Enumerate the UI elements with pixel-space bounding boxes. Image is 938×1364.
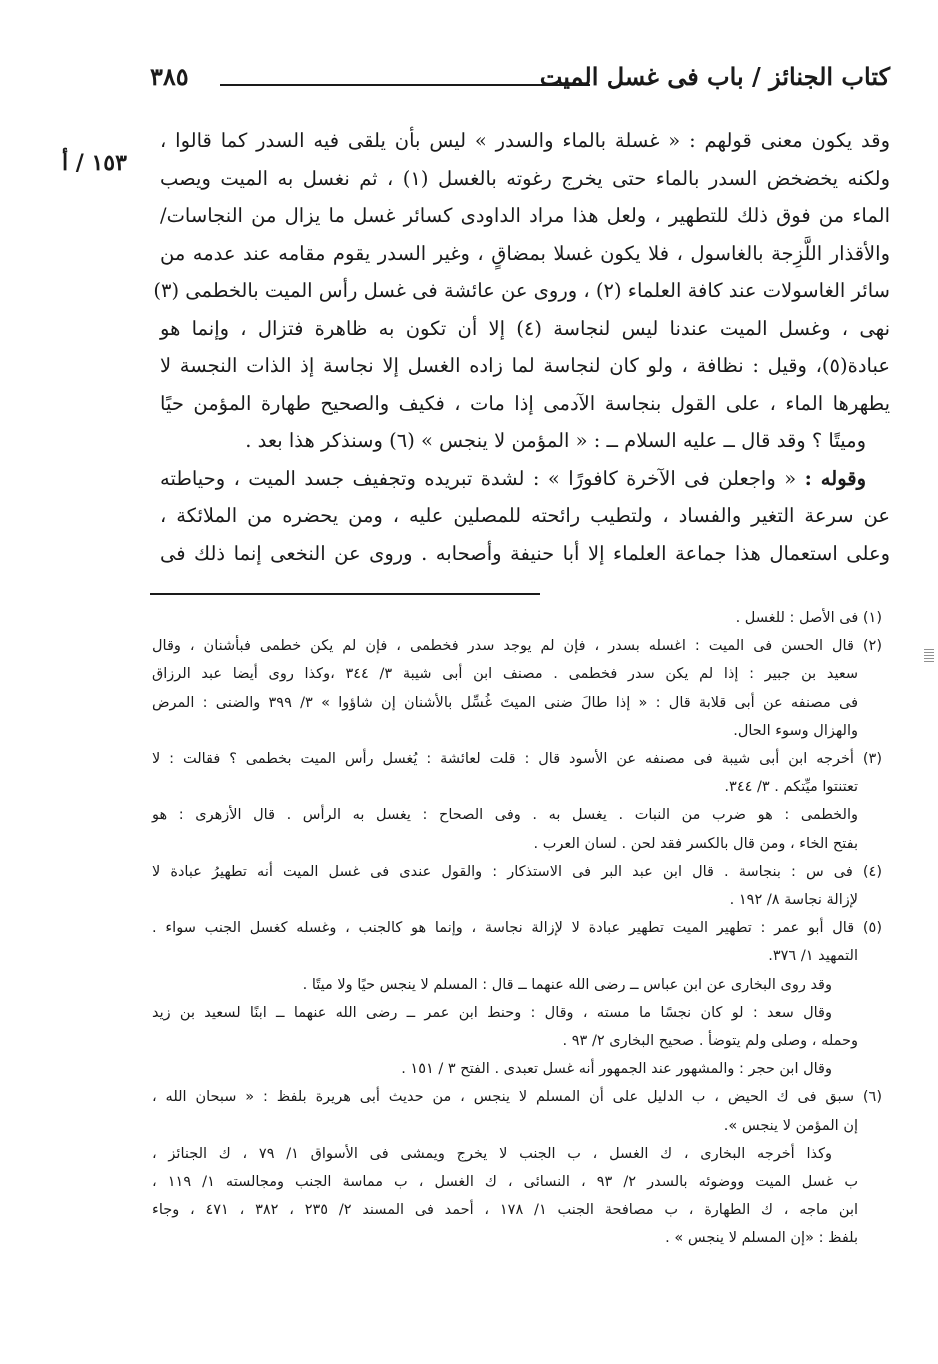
header-rule (220, 84, 590, 86)
chapter-title: كتاب الجنائز / باب فى غسل الميت (539, 62, 890, 91)
text-line: وقد يكون معنى قولهم : « غسلة بالماء والسدر » ليس بأن يلقى فيه السدر كما قالوا ، (160, 129, 890, 152)
text-line: وميتًا ؟ وقد قال ــ عليه السلام ــ : « المؤمن لا ينجس » (٦) وسنذكر هذا بعد . (245, 429, 866, 452)
footnote-line: والخطمى : هو ضرب من النبات . يغسل به . وفى الصحاح : يغسل به الرأس . قال الأزهرى : هو (152, 807, 858, 824)
footnote-line: بفتح الخاء ، ومن قال بالكسر فقد لحن . لسان العرب . (533, 835, 858, 852)
footnote-line: لإزالة نجاسة ٨/ ١٩٢ . (729, 892, 858, 909)
footnote-line: بلفظ : «إن المسلم لا ينجس » . (665, 1230, 858, 1247)
scan-mark (924, 648, 934, 662)
footnote-line: وقد روى البخارى عن ابن عباس ــ رضى الله عنهما ــ قال : المسلم لا ينجس حيًا ولا ميتًا . (302, 976, 832, 993)
paragraph-2 (160, 460, 890, 573)
footnote-line: (٤) فى س : بنجاسة . قال ابن عبد البر فى الاستذكار : والقول عندى فى غسل الميت أنه تطهيرُ عبادة لا (152, 863, 882, 880)
paragraph-1 (153, 122, 890, 460)
text-line: وعلى استعمال هذا جماعة العلماء إلا أبا حنيفة وأصحابه . وروى عن النخعى إنما ذلك فى (160, 541, 890, 565)
footnote-separator (150, 593, 540, 595)
text-line: ولكنه يخضخض السدر بالماء حتى يخرج رغوته بالغسل (١) ، ثم نغسل به الميت ويصب (160, 166, 890, 190)
text-line: نهى ، وغسل الميت عندنا ليس لنجاسة (٤) إلا أن تكون به ظاهرة فتزال ، وإنما هو (160, 316, 890, 340)
text-line: سائر الغاسولات عند كافة العلماء (٢) ، وروى عن عائشة فى غسل رأس الميت بالخطمى (٣) (153, 279, 890, 302)
footnote-line: وحمله ، وصلى ولم يتوضأ . صحيح البخارى ٢/ ٩٣ . (562, 1033, 858, 1050)
text-line (160, 460, 890, 498)
main-text (153, 122, 890, 572)
footnote-line: فى مصنفه عن أبى قلابة قال : « إذا طالَ ضنى الميتَ غُسِّل بالأشنان إن شاؤوا » ٣/ ٣٩٩ والضنى : المرض (152, 694, 858, 711)
footnote-line: (١) فى الأصل : للغسل . (735, 610, 882, 626)
text-line: عن سرعة التغير والفساد ، ولتطيب رائحته للمصلين عليه ، ومن يحضره من الملائكة ، (160, 504, 890, 527)
manuscript-folio-note: ١٥٣ / أ (62, 150, 127, 176)
text-line: عبادة(٥)، وقيل : نظافة ، ولو كان لنجاسة لما زاده الغسل إلا نجاسة إذ الذات النجسة لا (160, 354, 890, 377)
footnote-line: سعيد بن جبير : إذا لم يكن سدر فخطمى . مصنف ابن أبى شيبة ٣/ ٣٤٤ ،وكذا روى أيضا عبد الرزاق (152, 666, 858, 683)
footnote-line: التمهيد ١/ ٣٧٦. (768, 948, 858, 965)
footnote-line: إن المؤمن لا ينجس ». (723, 1117, 858, 1134)
footnote-line: وقال ابن حجر : والمشهور عند الجمهور أنه غسل تعبدى . الفتح ٣ / ١٥١ . (401, 1061, 832, 1078)
footnote-line: وقال سعد : لو كان نجسًا ما مسته ، وقال : وحنط ابن عمر ــ رضى الله عنهما ــ ابنًا لسعيد بن زيد (152, 1004, 832, 1021)
footnote-line: وكذا أخرجه البخارى ، ك الغسل ، ب الجنب لا يخرج ويمشى فى الأسواق ١/ ٧٩ ، ك الجنائز ، (152, 1145, 832, 1162)
running-header (150, 62, 890, 102)
text-line: الماء من فوق ذلك للتطهير ، ولعل هذا مراد الداودى كسائر غسل ما يزال من النجاسات/ (160, 204, 890, 227)
footnote-line: والهزال وسوء الحال. (733, 722, 858, 739)
text-line: والأقذار اللَّزِجة بالغاسول ، فلا يكون غسلا بمضاقٍ ، وغير السدر يقوم مقامه عند عدمه من (160, 241, 890, 265)
lemma-label: وقوله : (804, 466, 867, 490)
footnote-line: (٦) سبق فى ك الحيض ، ب الدليل على أن المسلم لا ينجس ، من حديث أبى هريرة بلفظ : « سبحان الله ، (152, 1089, 882, 1106)
text-line: يطهرها الماء ، على القول بنجاسة الآدمى إذا مات ، فكيف والصحيح طهارة المؤمن حيًا (160, 391, 890, 415)
page-number: ٣٨٥ (150, 62, 189, 91)
footnote-line: ابن ماجه ، ك الطهارة ، ب مصافحة الجنب ١/ ١٧٨ ، أحمد فى المسند ٢/ ٢٣٥ ، ٣٨٢ ، ٤٧١ ، وجاء (152, 1202, 859, 1219)
footnote-line: ب غسل الميت ووضوئه بالسدر ٢/ ٩٣ ، النسائى ، ك الغسل ، ب مماسة الجنب ومجالسته ١/ ١١٩ ، (152, 1174, 859, 1191)
footnote-line: (٣) أخرجه ابن أبى شيبة فى مصنفه عن الأسود قال : قلت لعائشة : يُغسل رأس الميت بخطمى ؟ فقالت : لا (152, 751, 882, 768)
footnote-line: تعتنتوا ميِّتكم . ٣/ ٣٤٤. (724, 779, 858, 796)
footnote-line: (٢) قال الحسن فى الميت : اغسله بسدر ، فإن لم يوجد سدر فخطمى ، فإن لم يكن خطمى فبأشنان ، وقال (152, 638, 882, 655)
footnotes (152, 604, 882, 1253)
lemma-text: « واجعلن فى الآخرة كافورًا » : لشدة تبريده وتجفيف جسد الميت ، وحياطته (160, 466, 797, 490)
footnote-line: (٥) قال أبو عمر : تطهير الميت تطهير عبادة لا لإزالة نجاسة ، وإنما هو كالجنب ، وغسله كغسل الجنب سواء . (152, 920, 882, 937)
